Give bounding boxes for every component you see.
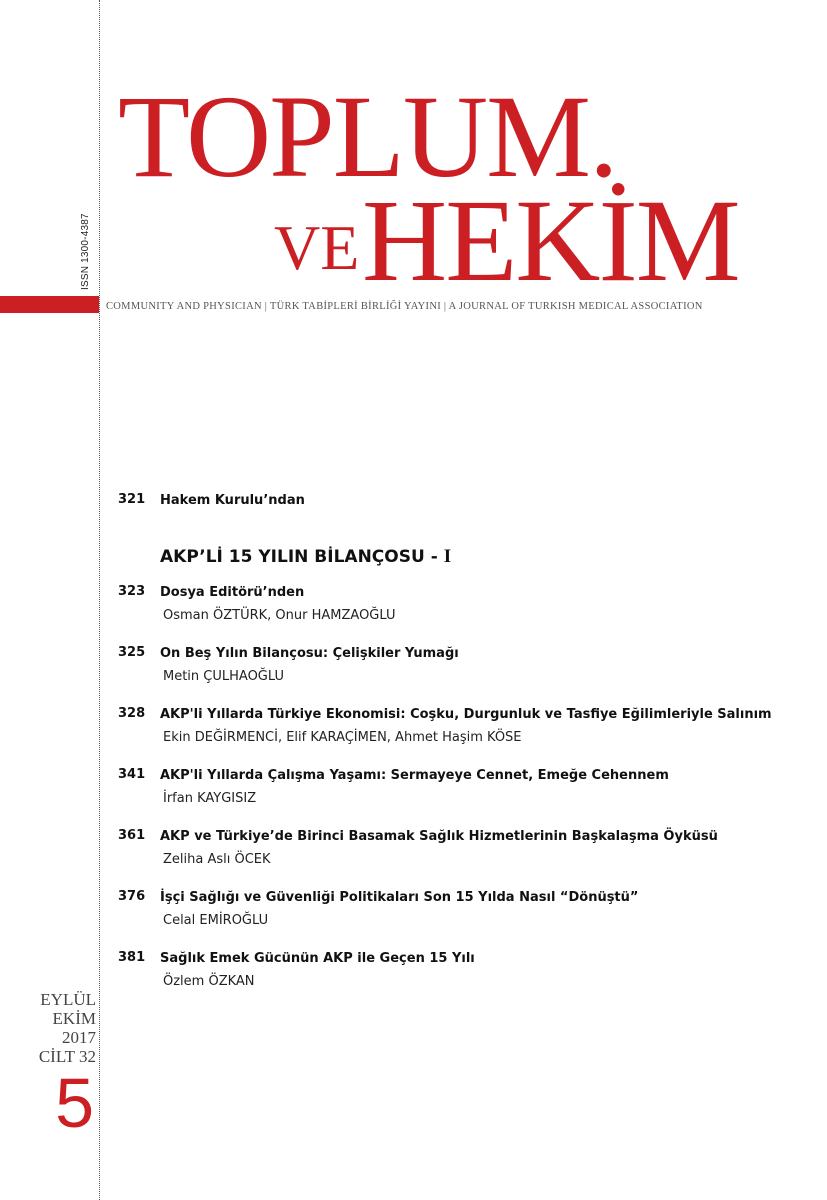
toc-entry[interactable] bbox=[118, 889, 818, 931]
issn-label: ISSN 1300-4387 bbox=[80, 213, 91, 290]
toc-authors: Osman ÖZTÜRK, Onur HAMZAOĞLU bbox=[163, 608, 396, 623]
toc-title: AKP ve Türkiye’de Birinci Basamak Sağlık Hizmetlerinin Başkalaşma Öyküsü bbox=[160, 829, 718, 844]
journal-title-toplum: TOPLUM. bbox=[118, 71, 617, 202]
section-heading-roman: I bbox=[443, 546, 452, 567]
toc-page-number: 328 bbox=[118, 706, 146, 721]
issue-month-1: EYLÜL bbox=[40, 990, 96, 1009]
journal-subtitle: COMMUNITY AND PHYSICIAN | TÜRK TABİPLERİ BİRLİĞİ YAYINI | A JOURNAL OF TURKISH MEDICAL ASSOCIATION bbox=[106, 301, 703, 312]
toc-title: On Beş Yılın Bilançosu: Çelişkiler Yumağı bbox=[160, 646, 459, 661]
toc-page-number: 325 bbox=[118, 645, 146, 660]
toc-authors: Metin ÇULHAOĞLU bbox=[163, 669, 284, 684]
toc-title: İşçi Sağlığı ve Güvenliği Politikaları Son 15 Yılda Nasıl “Dönüştü” bbox=[160, 890, 639, 905]
toc-authors: Celal EMİROĞLU bbox=[163, 913, 269, 928]
issue-number: 5 bbox=[55, 1064, 94, 1142]
issue-volume: CİLT 32 bbox=[38, 1047, 96, 1066]
margin-divider bbox=[99, 0, 100, 1200]
toc-title: AKP'li Yıllarda Çalışma Yaşamı: Sermayeye Cennet, Emeğe Cehennem bbox=[160, 768, 669, 783]
toc-entry[interactable] bbox=[118, 828, 818, 870]
journal-title-ve: VE bbox=[274, 212, 360, 283]
issue-month-2: EKİM bbox=[52, 1009, 96, 1028]
toc-entry[interactable] bbox=[118, 645, 818, 687]
toc-entry[interactable] bbox=[118, 767, 818, 809]
toc-authors: Zeliha Aslı ÖCEK bbox=[163, 852, 271, 867]
toc-page-number: 381 bbox=[118, 950, 146, 965]
toc-page-number: 341 bbox=[118, 767, 146, 782]
toc-entry[interactable] bbox=[118, 706, 818, 748]
section-heading bbox=[160, 546, 818, 568]
toc-title: AKP'li Yıllarda Türkiye Ekonomisi: Coşku, Durgunluk ve Tasfiye Eğilimleriyle Salınım bbox=[160, 707, 772, 722]
toc-entry[interactable] bbox=[118, 584, 818, 626]
toc-authors: Ekin DEĞİRMENCİ, Elif KARAÇİMEN, Ahmet Haşim KÖSE bbox=[163, 730, 522, 745]
issue-year: 2017 bbox=[62, 1028, 96, 1047]
accent-bar bbox=[0, 296, 99, 313]
toc-title: Dosya Editörü’nden bbox=[160, 585, 305, 600]
toc-page-number: 321 bbox=[118, 492, 146, 507]
toc-entry[interactable] bbox=[118, 950, 818, 992]
toc-page-number: 323 bbox=[118, 584, 146, 599]
table-of-contents bbox=[118, 492, 818, 992]
toc-page-number: 376 bbox=[118, 889, 146, 904]
section-heading-text: AKP’Lİ 15 YILIN BİLANÇOSU - bbox=[160, 547, 444, 567]
toc-authors: Özlem ÖZKAN bbox=[163, 974, 255, 989]
toc-title: Sağlık Emek Gücünün AKP ile Geçen 15 Yılı bbox=[160, 951, 475, 966]
toc-entry-intro[interactable] bbox=[118, 492, 818, 510]
toc-authors: İrfan KAYGISIZ bbox=[163, 791, 257, 806]
toc-title: Hakem Kurulu’ndan bbox=[160, 493, 305, 508]
journal-title-hekim: HEKİM bbox=[362, 175, 739, 306]
issue-info bbox=[16, 990, 96, 1142]
toc-page-number: 361 bbox=[118, 828, 146, 843]
